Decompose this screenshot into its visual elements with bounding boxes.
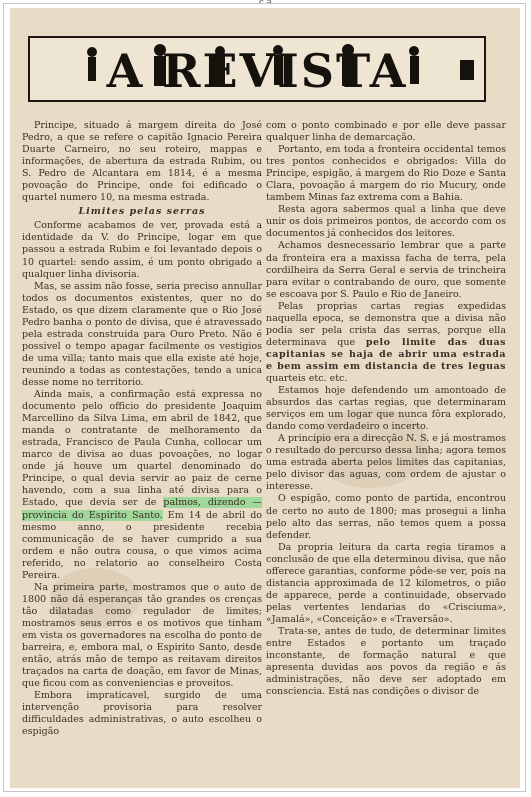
article-column-left [22, 120, 262, 738]
masthead-title: A REVISTA [106, 44, 408, 98]
paragraph: Principe, situado á margem direita do José Pedro, a que se refere o capitão Ignacio Pereira Duarte Carneiro, no seu roteiro, mappas e informações, de abertura da estrada Rubim, ou S. Pedro de Alcantara em 1814, é a mesma povoação do Principe, onde foi edificado o quartel numero 10, na mesma estrada. [22, 120, 262, 204]
bold-quote: pelo limite das duas capitanias se haja de abrir uma estrada e bem assim em distancia de tres leguas [266, 336, 506, 372]
paragraph: Achamos desnecessario lembrar que a parte da fronteira era a maxissa facha de terra, pela cordilheira da Serra Geral e servia de trincheira para evitar o contrabando de ouro, que somente se escoava por S. Paulo e Rio de Janeiro. [266, 240, 506, 300]
paragraph: Na primeira parte, mostramos que o auto de 1800 não dá esperanças tão grandes os crenças tão dilatadas como regulador de limites; mostramos seus erros e os motivos que tinham em vista os governadores na escolha do ponto de barreira, e, embora mal, o Espirito Santo, desde então, atrás mão de tempo as reitavam direitos traçados na carta de doação, em favor de Minas, que ficou com as conveniencias e proveitos. [22, 581, 262, 690]
paragraph: A principio era a direcção N. S. e já mostramos o resultado do percurso dessa linha; agora temos uma estrada aberta pelos limites das capitanias, pelo divisor das aguas, com ordem de ajustar o interesse. [266, 433, 506, 493]
paragraph-text: Pelas proprias cartas regias expedidas naquella epoca, se demonstra que a divisa não podia ser pela crista das serras, porque ella determinava que [266, 300, 506, 348]
paragraph: Portanto, em toda a fronteira occidental temos tres pontos conhecidos e obrigados: Villa do Principe, espigão, á margem do Rio Doze e Santa Clara, povoação á margem do rio Mucury, onde tambem Minas faz extrema com a Bahia. [266, 144, 506, 204]
paragraph [266, 301, 506, 385]
paragraph: Estamos hoje defendendo um amontoado de absurdos das cartas regias, que determinaram serviços em um logar que nunca fôra explorado, dando como verdadeiro o incerto. [266, 385, 506, 433]
paragraph: Embora impraticavel, surgido de uma intervenção provisoria para resolver difficuldades administrativas, o auto escolheu o espigão [22, 690, 262, 738]
section-heading: Limites pelas serras [78, 206, 206, 218]
masthead-banner [28, 36, 486, 102]
paragraph: Conforme acabamos de ver, provada está a identidade da V. do Principe, logar em que passou a estrada Rubim e foi levantado depois o 10 quartel: sendo assim, é um ponto obrigado a qualquer linha divisoria. [22, 220, 262, 280]
paragraph: Mas, se assim não fosse, seria preciso annullar todos os documentos existentes, quer no do Estado, os que dizem claramente que o Rio José Pedro banha o ponto de divisa, que é atravessado pela estrada construida para Ouro Preto. Não é possivel o tempo apagar facilmente os vestigios de uma villa; tanto mais que ella existe até hoje, reunindo a todas as contestações, tendo a unica desse nome no territorio. [22, 280, 262, 388]
paragraph: com o ponto combinado e por elle deve passar qualquer linha de demarcação. [266, 120, 506, 144]
article-column-right [266, 120, 506, 698]
paragraph: Resta agora sabermos qual a linha que deve unir os dois primeiros pontos, de accordo com os documentos já conhecidos dos leitores. [266, 204, 506, 240]
paragraph [22, 389, 262, 582]
scanned-page [10, 8, 520, 788]
paragraph-text: Ainda mais, a confirmação está expressa no documento pelo officio do presidente Joaquim Marcellino da Silva Lima, em abril de 1842, que manda o contratante de melhoramento da estrada, Francisco de Paula Cunha, collocar um marco de divisa ao duas povoações, no logar onde já houve um quartel denominado do Principe, o qual devia servir ao paiz de cerne havendo, com a sua linha até divisa para o Estado, que devia ser de [22, 389, 262, 509]
paragraph-text: quarteis etc. etc. [266, 372, 348, 384]
paragraph: O espigão, como ponto de partida, encontrou de certo no auto de 1800; mas prosegui a linha pelo alto das serras, não temos quem a possa defender. [266, 493, 506, 541]
highlighted-text: palmos, dizendo — provincia do Espirito Santo. [22, 497, 262, 521]
paragraph: Trata-se, antes de tudo, de determinar limites entre Estados e portanto um traçado inconstante, de formação natural e que apresenta duvidas aos povos da região e ás administrações, não deve ser adoptado em consciencia. Está nas condições o divisor de [266, 625, 506, 698]
paragraph: Da propria leitura da carta regia tiramos a conclusão de que ella determinou divisa, que não offerece garantias, conforme pôde-se ver, pois na distancia approximada de 12 kilometros, o pião de apparece, perde a continuidade, observado pelas vertentes lendarias do «Crisciuma», «Jamalá», «Conceição» e «Traversão». [266, 541, 506, 625]
paragraph-text: Em 14 de abril do mesmo anno, o presidente recebia communicação de se haver cumprido a sua ordem e não outra cousa, o que vimos acima referido, no relatorio ao conselheiro Costa Pereira. [22, 509, 262, 581]
